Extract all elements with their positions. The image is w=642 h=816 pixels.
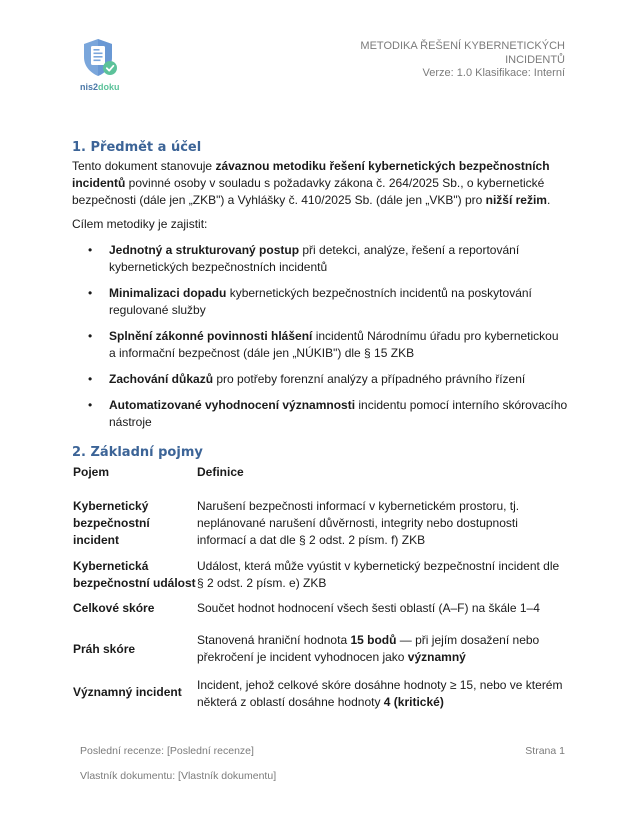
logo-text: nis2doku [80,82,120,92]
definition-cell: Incident, jehož celkové skóre dosáhne hodnoty ≥ 15, nebo ve kterém některá z oblastí dosáhne hodnoty 4 (kritické) [197,678,563,709]
document-title-line2: INCIDENTŮ [505,53,565,66]
document-meta: Verze: 1.0 Klasifikace: Interní [422,67,565,79]
section-heading: 1. Předmět a účel [72,140,202,155]
definition-cell: Narušení bezpečnosti informací v kybernetickém prostoru, tj. neplánované narušení důvěrnosti, integrity nebo dostupnosti informací a dat dle § 2 odst. 2 písm. f) ZKB [197,499,520,547]
list-item: • Zachování důkazů pro potřeby forenzní analýzy a případného právního řízení [88,372,526,386]
definition-cell: Součet hodnot hodnocení všech šesti oblastí (A–F) na škále 1–4 [197,601,540,615]
bullet: • [88,372,93,386]
goals-intro: Cílem metodiky je zajistit: [72,217,208,231]
intro-paragraph: Tento dokument stanovuje závaznou metodiku řešení kybernetických bezpečnostních incidentů povinné osoby v souladu s požadavky zákona č. 264/2025 Sb., o kybernetické bezpečnosti (dále jen „ZKB") a Vyhlášky č. 410/2025 Sb. (dále jen „VKB") pro nižší režim. [72,159,551,207]
term-cell: Kybernetický bezpečnostní incident [73,499,150,547]
bullet: • [88,243,93,257]
column-header: Definice [197,465,244,479]
definition-cell: Událost, která může vyústit v kybernetický bezpečnostní incident dle § 2 odst. 2 písm. e) ZKB [197,559,560,590]
footer-page-number: Strana 1 [525,745,565,757]
list-item: • Minimalizaci dopadu kybernetických bezpečnostních incidentů na poskytování regulované služby [88,286,532,317]
bullet: • [88,398,93,412]
document-title-line1: METODIKA ŘEŠENÍ KYBERNETICKÝCH [360,40,565,52]
shield-document-check-icon [83,38,121,80]
footer-last-review: Poslední recenze: [Poslední recenze] [80,745,254,757]
section-heading: 2. Základní pojmy [72,445,203,460]
term-cell: Práh skóre [73,642,136,656]
footer-document-owner: Vlastník dokumentu: [Vlastník dokumentu] [80,770,277,782]
definition-cell: Stanovená hraniční hodnota 15 bodů — při jejím dosažení nebo překročení je incident vyhodnocen jako významný [197,633,540,664]
term-cell: Kybernetická bezpečnostní událost [73,559,196,590]
bullet: • [88,329,93,343]
list-item: • Splnění zákonné povinnosti hlášení incidentů Národnímu úřadu pro kybernetickou a informační bezpečnost (dále jen „NÚKIB") dle § 15 ZKB [88,329,559,360]
column-header: Pojem [73,465,110,479]
term-cell: Celkové skóre [73,601,155,615]
term-cell: Významný incident [73,685,182,699]
goals-list [88,242,568,440]
bullet: • [88,286,93,300]
list-item: • Jednotný a strukturovaný postup při detekci, analýze, řešení a reportování kybernetických bezpečnostních incidentů [88,243,520,274]
document-header [360,40,565,81]
list-item: • Automatizované vyhodnocení významnosti incidentu pomocí interního skórovacího nástroje [88,398,568,429]
logo [80,38,124,98]
